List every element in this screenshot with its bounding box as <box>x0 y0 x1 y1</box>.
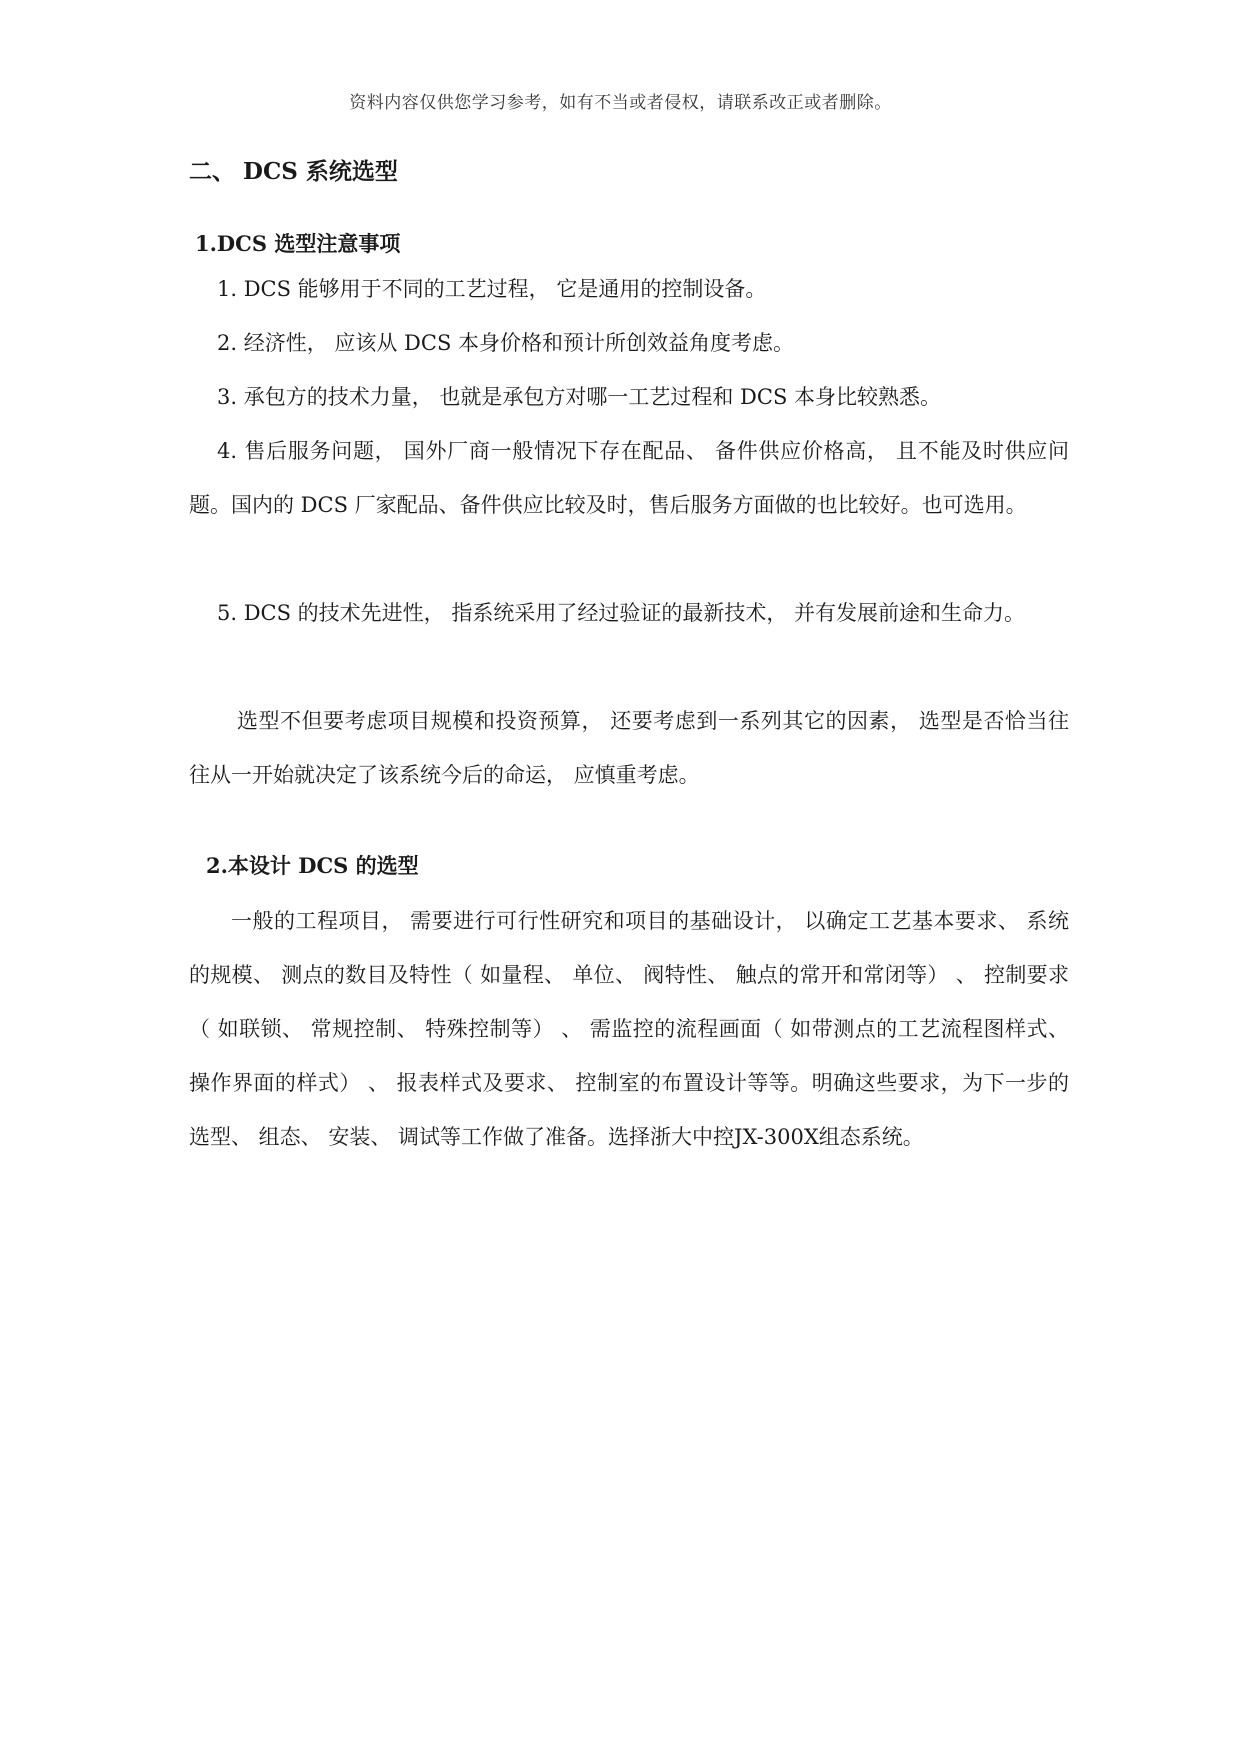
section-title: 二、 DCS 系统选型 <box>189 158 398 185</box>
summary-paragraph: 选型不但要考虑项目规模和投资预算， 还要考虑到一系列其它的因素， 选型是否恰当往往从一开始就决定了该系统今后的命运， 应慎重考虑。 <box>189 709 1069 787</box>
subsection-1-title: 1.DCS 选型注意事项 <box>195 231 401 256</box>
list-item: 3. 承包方的技术力量， 也就是承包方对哪一工艺过程和 DCS 本身比较熟悉。 <box>217 385 942 409</box>
list-item: 2. 经济性， 应该从 DCS 本身价格和预计所创效益角度考虑。 <box>217 331 795 355</box>
disclaimer-header: 资料内容仅供您学习参考，如有不当或者侵权，请联系改正或者删除。 <box>349 93 892 113</box>
subsection-2-title: 2.本设计 DCS 的选型 <box>206 853 419 878</box>
list-item: 1. DCS 能够用于不同的工艺过程， 它是通用的控制设备。 <box>217 277 767 301</box>
list-item: 4. 售后服务问题， 国外厂商一般情况下存在配品、 备件供应价格高， 且不能及时供应问题。国内的 DCS 厂家配品、备件供应比较及时，售后服务方面做的也比较好。也可选用。 <box>189 439 1069 517</box>
list-item: 5. DCS 的技术先进性， 指系统采用了经过验证的最新技术， 并有发展前途和生命力。 <box>217 601 1026 625</box>
design-paragraph: 一般的工程项目， 需要进行可行性研究和项目的基础设计， 以确定工艺基本要求、 系统的规模、 测点的数目及特性（ 如量程、 单位、 阀特性、 触点的常开和常闭等） 、 控制要求（ 如联锁、 常规控制、 特殊控制等） 、 需监控的流程画面（ 如带测点的工艺流程图样式、 操作界面的样式） 、 报表样式及要求、 控制室的布置设计等等。明确这些要求，为下一步的选型、 组态、 安装、 调试等工作做了准备。选择浙大中控JX-300X组态系统。 <box>189 909 1069 1149</box>
